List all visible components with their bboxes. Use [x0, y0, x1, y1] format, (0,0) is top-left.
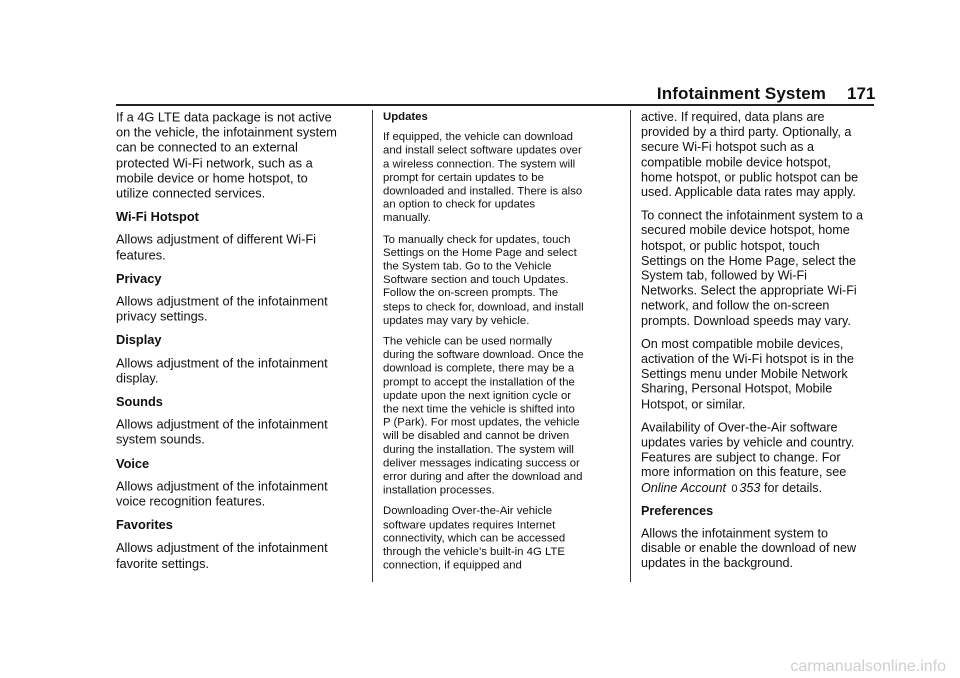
paragraph-text: for details.	[760, 480, 823, 495]
heading-privacy: Privacy	[116, 271, 162, 286]
heading-updates: Updates	[383, 110, 428, 123]
heading-favorites: Favorites	[116, 518, 173, 533]
paragraph: active. If required, data plans are provided by a third party. Optionally, a secure Wi-Fi hotspot such as a compatible mobile device hotspot, home hotspot, or public hotspot can be used. Applicable data rates may apply.	[641, 110, 859, 200]
paragraph: Allows adjustment of the infotainment display.	[116, 355, 328, 386]
heading-preferences: Preferences	[641, 503, 714, 518]
heading-display: Display	[116, 333, 162, 348]
paragraph: Allows the infotainment system to disable or enable the download of new updates in the background.	[641, 526, 857, 571]
paragraph-text: Availability of Over-the-Air software updates varies by vehicle and country. Features are subject to change. For more information on this feature, see	[641, 420, 855, 480]
page-header	[0, 84, 960, 106]
paragraph: To connect the infotainment system to a secured mobile device hotspot, home hotspot, or public hotspot, touch Settings on the Home Page, select the System tab, followed by Wi-Fi Networks. Select the appropriate Wi-Fi network, and follow the on-screen prompts. Download speeds may vary.	[641, 208, 864, 328]
heading-wifi-hotspot: Wi-Fi Hotspot	[116, 209, 199, 224]
paragraph: If equipped, the vehicle can download and install select software updates over a wireless connection. The system will prompt for certain updates to be downloaded and installed. There is also an option to check for updates manually.	[383, 130, 583, 224]
header-rule	[116, 104, 874, 106]
column-3	[641, 110, 865, 580]
paragraph: On most compatible mobile devices, activation of the Wi-Fi hotspot is in the Settings menu under Mobile Network Sharing, Personal Hotspot, Mobile Hotspot, or similar.	[641, 336, 854, 411]
paragraph: Allows adjustment of the infotainment favorite settings.	[116, 540, 328, 571]
column-1	[116, 110, 343, 580]
paragraph: Allows adjustment of the infotainment system sounds.	[116, 417, 328, 447]
paragraph: Allows adjustment of the infotainment privacy settings.	[116, 294, 328, 324]
column-divider	[630, 110, 631, 582]
paragraph	[641, 420, 865, 495]
section-title: Infotainment System	[656, 84, 826, 103]
paragraph: If a 4G LTE data package is not active on the vehicle, the infotainment system can be connected to an external protected Wi-Fi network, such as a mobile device or home hotspot, to utilize connected services.	[116, 110, 337, 201]
paragraph: Allows adjustment of the infotainment voice recognition features.	[116, 479, 328, 509]
paragraph: Downloading Over-the-Air vehicle software updates requires Internet connectivity, which can be accessed through the vehicle’s built-in 4G LTE connection, if equipped and	[383, 504, 566, 572]
paragraph: The vehicle can be used normally during the software download. Once the download is complete, there may be a prompt to accept the installation of the update upon the next ignition cycle or the next time the vehicle is shifted into P (Park). For most updates, the vehicle will be disabled and cannot be driven during the installation. The system will deliver messages indicating success or error during and after the download and installation processes.	[383, 334, 584, 497]
watermark: carmanualsonline.info	[790, 658, 946, 675]
paragraph: Allows adjustment of different Wi-Fi features.	[116, 232, 317, 262]
page-reference-number[interactable]: 353	[739, 480, 761, 495]
page-reference-icon: 0	[731, 481, 738, 495]
heading-voice: Voice	[116, 456, 150, 471]
column-2	[383, 110, 585, 580]
page-number: 171	[847, 84, 876, 103]
column-divider	[372, 110, 373, 582]
heading-sounds: Sounds	[116, 394, 163, 409]
paragraph: To manually check for updates, touch Settings on the Home Page and select the System tab. Go to the Vehicle Software section and touch Updates. Follow the on-screen prompts. The steps to check for, download, and install updates may vary by vehicle.	[383, 232, 584, 327]
online-account-link[interactable]: Online Account	[641, 480, 726, 495]
